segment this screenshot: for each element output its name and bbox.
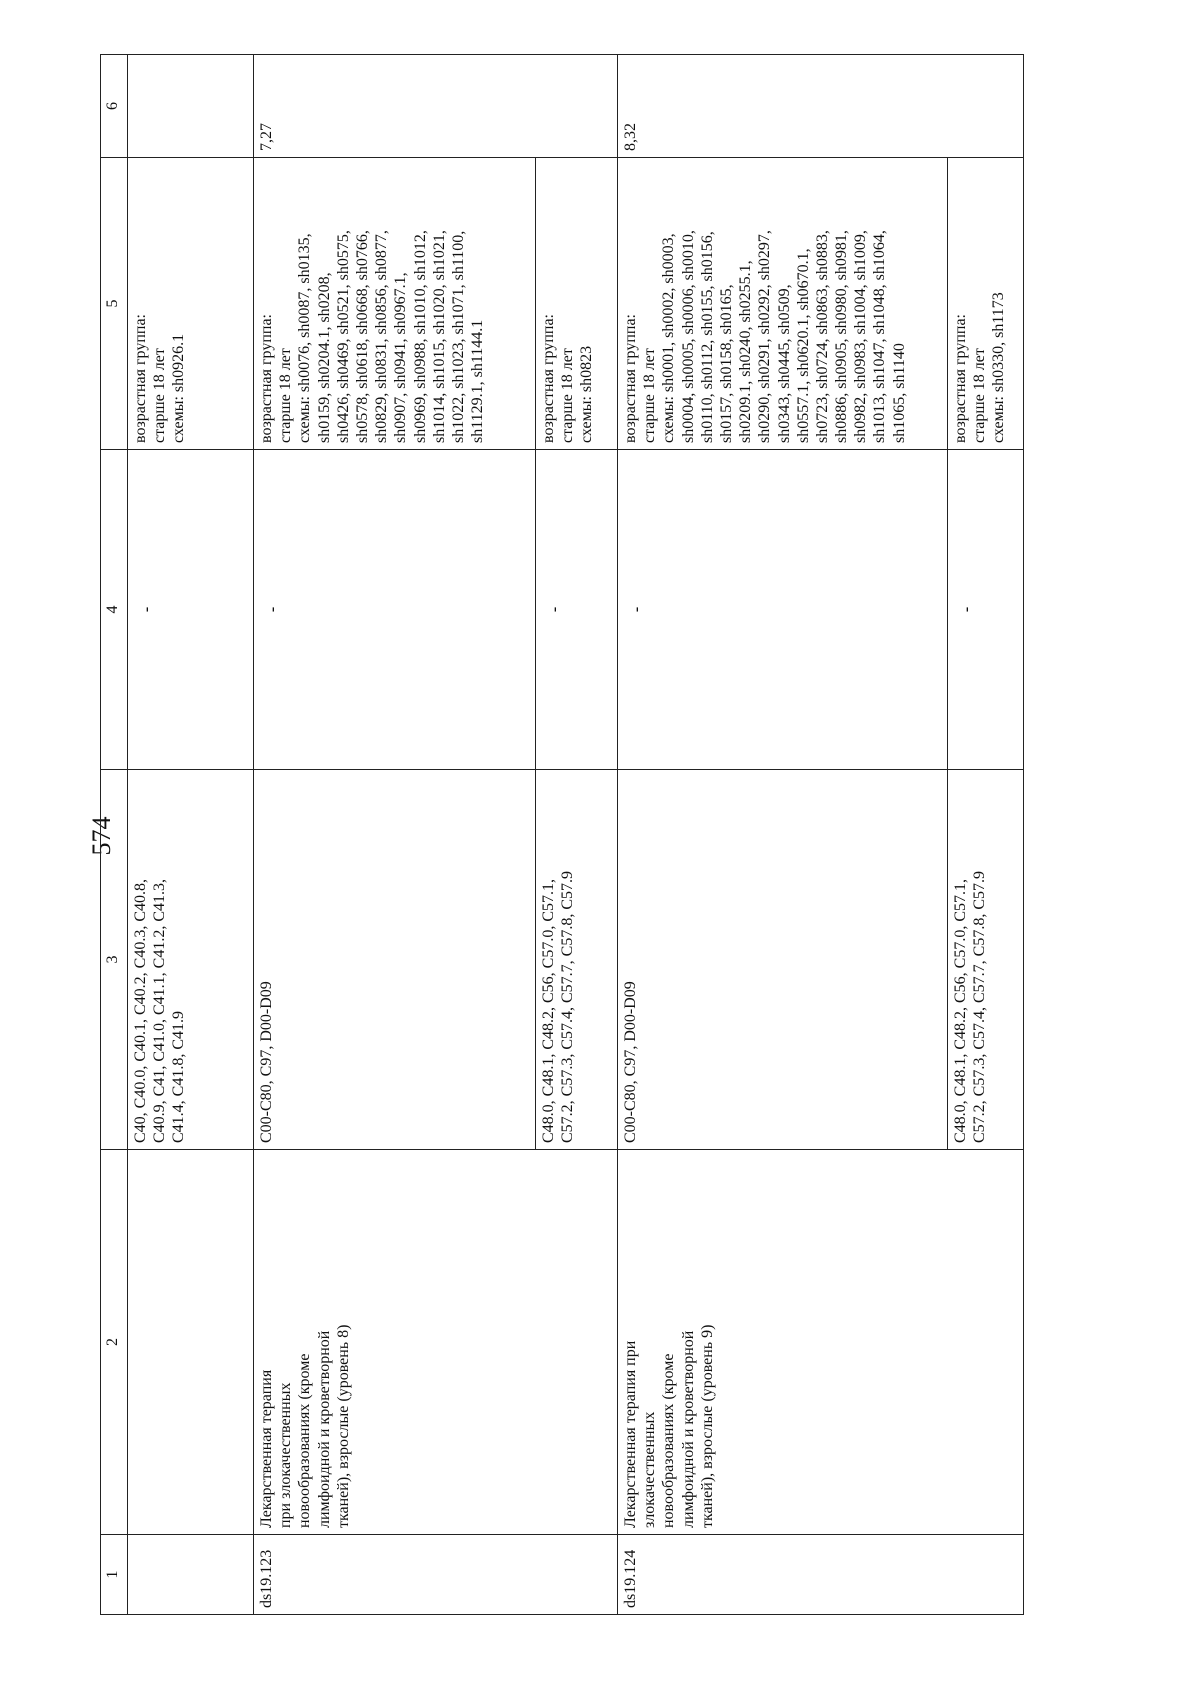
row-diagnoses: C00-C80, C97, D00-D09	[254, 770, 536, 1150]
row-coefficient	[128, 55, 254, 158]
header-col-1: 1	[101, 1535, 128, 1615]
table-row	[254, 55, 536, 1615]
row-code: ds19.124	[618, 1535, 1024, 1615]
row-diagnoses: C48.0, C48.1, C48.2, C56, C57.0, C57.1, C57.2, C57.3, C57.4, C57.7, C57.8, C57.9	[948, 770, 1024, 1150]
row-criteria: возрастная группа: старше 18 лет схемы: sh0330, sh1173	[948, 158, 1024, 450]
row-name: Лекарственная терапия при злокачественных новообразованиях (кроме лимфоидной и кроветворной тканей), взрослые (уровень 9)	[618, 1150, 1024, 1535]
row-col4: -	[618, 450, 948, 770]
row-coefficient: 7,27	[254, 55, 618, 158]
table-row	[618, 55, 948, 1615]
row-diagnoses: C40, C40.0, C40.1, C40.2, C40.3, C40.8, C40.9, C41, C41.0, C41.1, C41.2, C41.3, C41.4, C41.8, C41.9	[128, 770, 254, 1150]
header-col-3: 3	[101, 770, 128, 1150]
row-criteria: возрастная группа: старше 18 лет схемы: sh0076, sh0087, sh0135, sh0159, sh0204.1, sh0208, sh0426, sh0469, sh0521, sh0575, sh0578, sh0618, sh0668, sh0766, sh0829, sh0831, sh0856, sh0877, sh0907, sh0941, sh0967.1, sh0969, sh0988, sh1010, sh1012, sh1014, sh1015, sh1020, sh1021, sh1022, sh1023, sh1071, sh1100, sh1129.1, sh1144.1	[254, 158, 536, 450]
row-code: ds19.123	[254, 1535, 618, 1615]
page-number: 574	[87, 816, 116, 856]
header-col-5: 5	[101, 158, 128, 450]
header-col-4: 4	[101, 450, 128, 770]
row-criteria: возрастная группа: старше 18 лет схемы: sh0823	[536, 158, 618, 450]
row-diagnoses: C48.0, C48.1, C48.2, C56, C57.0, C57.1, C57.2, C57.3, C57.4, C57.7, C57.8, C57.9	[536, 770, 618, 1150]
row-name: Лекарственная терапия при злокачественных новообразованиях (кроме лимфоидной и кроветворной тканей), взрослые (уровень 8)	[254, 1150, 618, 1535]
row-diagnoses: C00-C80, C97, D00-D09	[618, 770, 948, 1150]
row-code	[128, 1535, 254, 1615]
row-criteria: возрастная группа: старше 18 лет схемы: sh0001, sh0002, sh0003, sh0004, sh0005, sh0006, sh0010, sh0110, sh0112, sh0155, sh0156, sh0157, sh0158, sh0165, sh0209.1, sh0240, sh0255.1, sh0290, sh0291, sh0292, sh0297, sh0343, sh0445, sh0509, sh0557.1, sh0620.1, sh0670.1, sh0723, sh0724, sh0863, sh0883, sh0886, sh0905, sh0980, sh0981, sh0982, sh0983, sh1004, sh1009, sh1013, sh1047, sh1048, sh1064, sh1065, sh1140	[618, 158, 948, 450]
row-col4: -	[948, 450, 1024, 770]
rotated-page	[100, 55, 1020, 1615]
row-name	[128, 1150, 254, 1535]
header-row	[101, 55, 128, 1615]
table-row	[128, 55, 254, 1615]
tariff-table	[100, 54, 1024, 1615]
row-criteria: возрастная группа: старше 18 лет схемы: sh0926.1	[128, 158, 254, 450]
header-col-2: 2	[101, 1150, 128, 1535]
row-coefficient: 8,32	[618, 55, 1024, 158]
row-col4: -	[536, 450, 618, 770]
row-col4: -	[254, 450, 536, 770]
header-col-6: 6	[101, 55, 128, 158]
row-col4: -	[128, 450, 254, 770]
